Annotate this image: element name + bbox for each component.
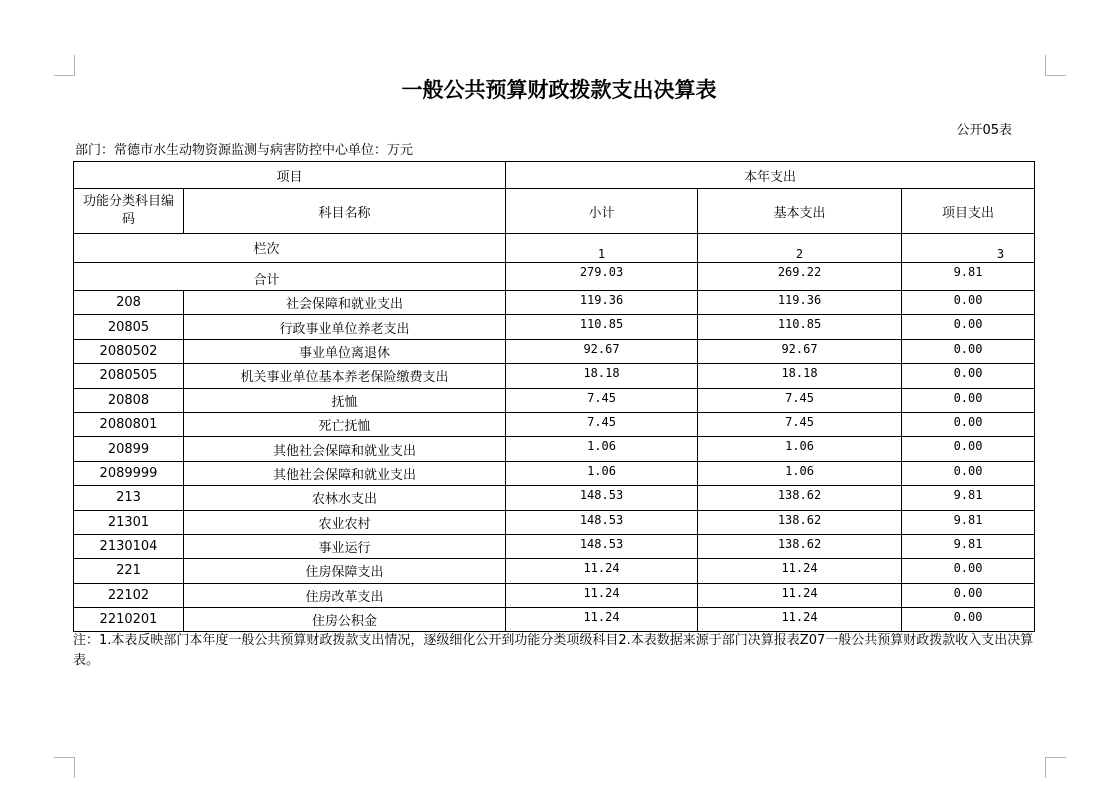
basic-cell: 1.06 — [698, 461, 902, 485]
seq-2: 2 — [698, 234, 902, 263]
subtotal-cell: 148.53 — [506, 510, 698, 534]
basic-cell: 1.06 — [698, 437, 902, 461]
name-cell: 抚恤 — [184, 388, 506, 412]
name-cell: 住房改革支出 — [184, 583, 506, 607]
basic-cell: 138.62 — [698, 486, 902, 510]
crop-mark-top-left — [54, 55, 75, 76]
expenditure-table — [73, 161, 1035, 632]
basic-cell: 92.67 — [698, 339, 902, 363]
table-row — [74, 291, 1035, 315]
subtotal-cell: 92.67 — [506, 339, 698, 363]
department-unit-line: 部门：常德市水生动物资源监测与病害防控中心单位：万元 — [75, 143, 414, 158]
table-row — [74, 339, 1035, 363]
project-cell: 0.00 — [902, 437, 1035, 461]
name-cell: 机关事业单位基本养老保险缴费支出 — [184, 364, 506, 388]
basic-cell: 110.85 — [698, 315, 902, 339]
table-row — [74, 534, 1035, 558]
header-row-1 — [74, 162, 1035, 189]
name-cell: 社会保障和就业支出 — [184, 291, 506, 315]
code-cell: 2080505 — [74, 364, 184, 388]
subtotal-cell: 1.06 — [506, 461, 698, 485]
total-basic: 269.22 — [698, 263, 902, 291]
project-cell: 0.00 — [902, 291, 1035, 315]
project-cell: 0.00 — [902, 388, 1035, 412]
name-cell: 事业运行 — [184, 534, 506, 558]
code-cell: 20805 — [74, 315, 184, 339]
footnote: 注：1.本表反映部门本年度一般公共预算财政拨款支出情况，逐级细化公开到功能分类项级科目2.本表数据来源于部门决算报表Z07一般公共预算财政拨款收入支出决算表。 — [73, 633, 1034, 668]
name-cell: 农业农村 — [184, 510, 506, 534]
code-cell: 2080502 — [74, 339, 184, 363]
name-cell: 死亡抚恤 — [184, 412, 506, 436]
total-project: 9.81 — [902, 263, 1035, 291]
name-cell: 农林水支出 — [184, 486, 506, 510]
project-cell: 0.00 — [902, 583, 1035, 607]
crop-mark-bottom-left — [54, 757, 75, 778]
basic-cell: 11.24 — [698, 608, 902, 632]
header-basic: 基本支出 — [698, 189, 902, 234]
subtotal-cell: 11.24 — [506, 608, 698, 632]
basic-cell: 138.62 — [698, 534, 902, 558]
subtotal-cell: 148.53 — [506, 486, 698, 510]
code-cell: 20899 — [74, 437, 184, 461]
seq-label: 栏次 — [74, 234, 506, 263]
header-subtotal: 小计 — [506, 189, 698, 234]
project-cell: 9.81 — [902, 510, 1035, 534]
code-cell: 22102 — [74, 583, 184, 607]
table-row — [74, 583, 1035, 607]
project-cell: 9.81 — [902, 534, 1035, 558]
table-code: 公开05表 — [956, 123, 1012, 138]
name-cell: 其他社会保障和就业支出 — [184, 437, 506, 461]
code-cell: 2089999 — [74, 461, 184, 485]
header-project: 项目 — [74, 162, 506, 189]
document-title: 一般公共预算财政拨款支出决算表 — [401, 77, 717, 102]
header-current-year: 本年支出 — [506, 162, 1035, 189]
seq-3: 3 — [902, 234, 1035, 263]
table-row — [74, 364, 1035, 388]
project-cell: 0.00 — [902, 608, 1035, 632]
code-cell: 21301 — [74, 510, 184, 534]
project-cell: 0.00 — [902, 461, 1035, 485]
name-cell: 行政事业单位养老支出 — [184, 315, 506, 339]
code-cell: 20808 — [74, 388, 184, 412]
header-row-2 — [74, 189, 1035, 234]
basic-cell: 138.62 — [698, 510, 902, 534]
name-cell: 事业单位离退休 — [184, 339, 506, 363]
header-project-exp: 项目支出 — [902, 189, 1035, 234]
basic-cell: 7.45 — [698, 412, 902, 436]
table-row — [74, 461, 1035, 485]
basic-cell: 11.24 — [698, 583, 902, 607]
project-cell: 0.00 — [902, 364, 1035, 388]
subtotal-cell: 110.85 — [506, 315, 698, 339]
name-cell: 住房公积金 — [184, 608, 506, 632]
code-cell: 221 — [74, 559, 184, 583]
seq-1: 1 — [506, 234, 698, 263]
project-cell: 9.81 — [902, 486, 1035, 510]
table-row — [74, 315, 1035, 339]
project-cell: 0.00 — [902, 315, 1035, 339]
table-row — [74, 608, 1035, 632]
subtotal-cell: 7.45 — [506, 388, 698, 412]
subtotal-cell: 119.36 — [506, 291, 698, 315]
name-cell: 住房保障支出 — [184, 559, 506, 583]
header-name-col: 科目名称 — [184, 189, 506, 234]
table-row — [74, 486, 1035, 510]
code-cell: 2130104 — [74, 534, 184, 558]
project-cell: 0.00 — [902, 412, 1035, 436]
basic-cell: 18.18 — [698, 364, 902, 388]
crop-mark-top-right — [1045, 55, 1066, 76]
table-row — [74, 437, 1035, 461]
name-cell: 其他社会保障和就业支出 — [184, 461, 506, 485]
table-row — [74, 510, 1035, 534]
subtotal-cell: 18.18 — [506, 364, 698, 388]
code-cell: 208 — [74, 291, 184, 315]
total-subtotal: 279.03 — [506, 263, 698, 291]
subtotal-cell: 11.24 — [506, 559, 698, 583]
table-row — [74, 388, 1035, 412]
seq-row — [74, 234, 1035, 263]
crop-mark-bottom-right — [1045, 757, 1066, 778]
project-cell: 0.00 — [902, 559, 1035, 583]
subtotal-cell: 7.45 — [506, 412, 698, 436]
total-label: 合计 — [74, 263, 506, 291]
table-row — [74, 559, 1035, 583]
subtotal-cell: 1.06 — [506, 437, 698, 461]
code-cell: 2080801 — [74, 412, 184, 436]
table-row — [74, 412, 1035, 436]
basic-cell: 11.24 — [698, 559, 902, 583]
header-code-col: 功能分类科目编码 — [74, 189, 184, 234]
project-cell: 0.00 — [902, 339, 1035, 363]
code-cell: 213 — [74, 486, 184, 510]
basic-cell: 7.45 — [698, 388, 902, 412]
total-row — [74, 263, 1035, 291]
subtotal-cell: 11.24 — [506, 583, 698, 607]
code-cell: 2210201 — [74, 608, 184, 632]
subtotal-cell: 148.53 — [506, 534, 698, 558]
basic-cell: 119.36 — [698, 291, 902, 315]
